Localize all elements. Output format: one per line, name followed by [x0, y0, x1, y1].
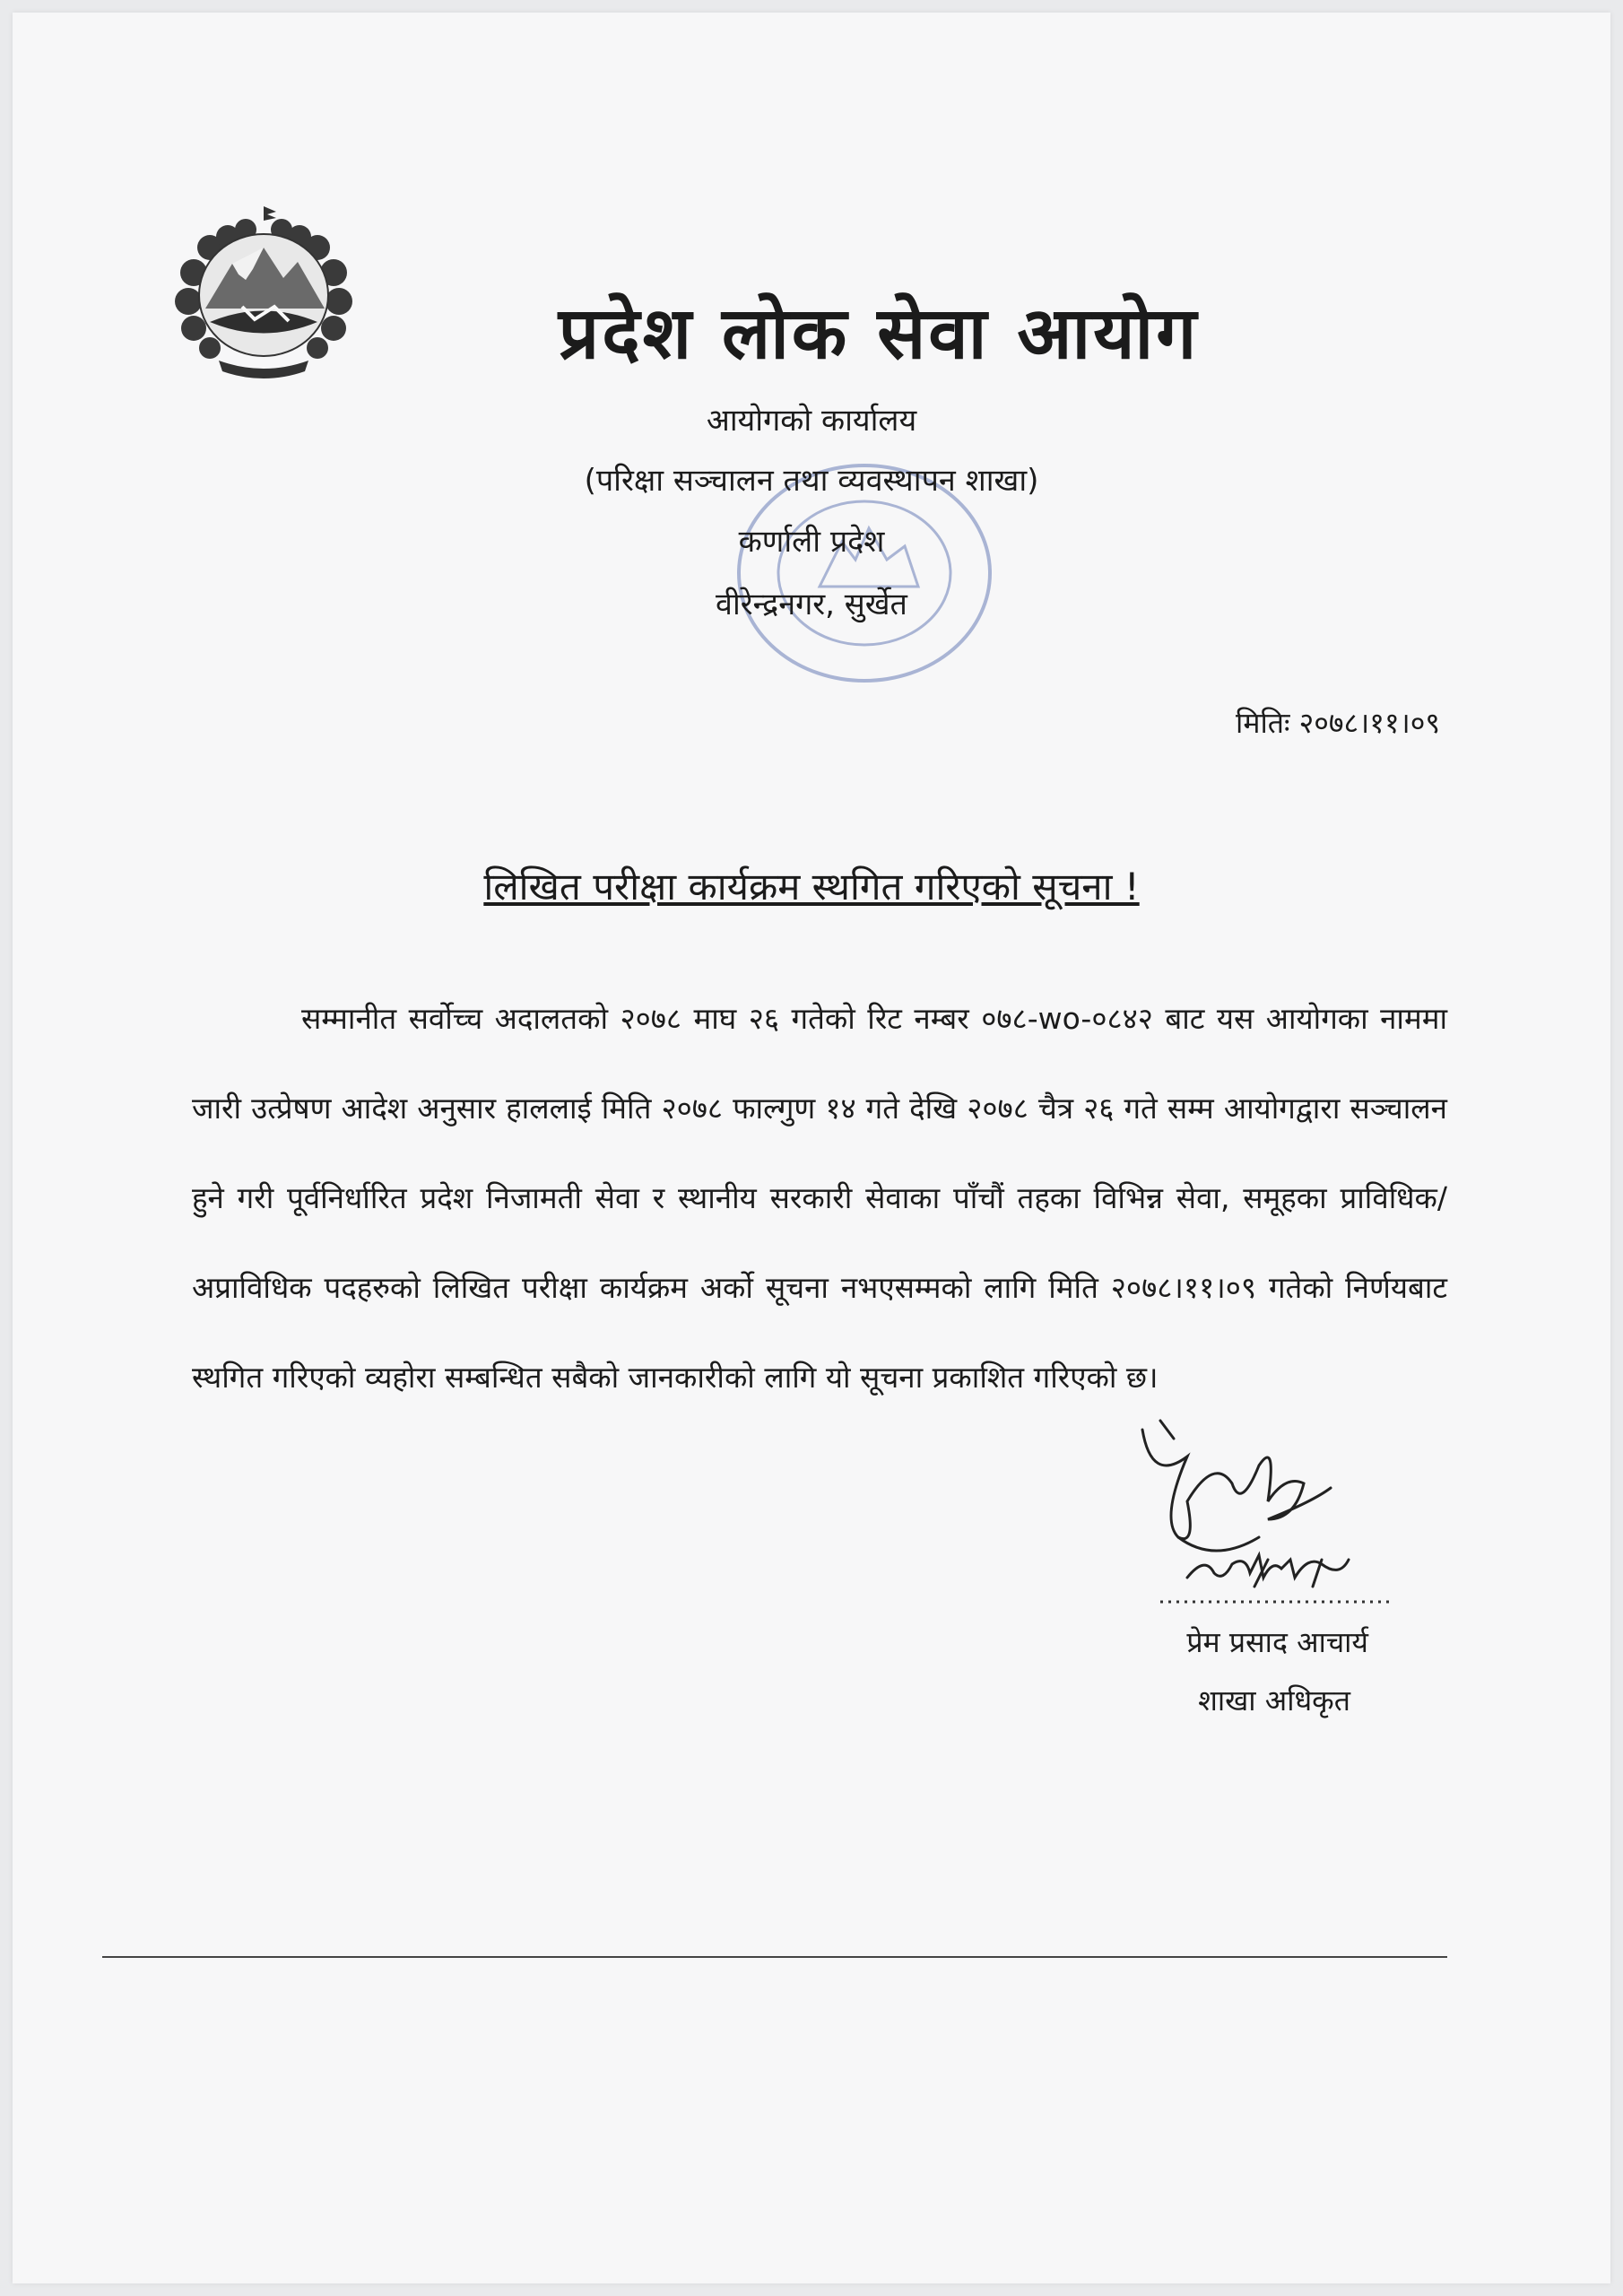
province-name: कर्णाली प्रदेश — [738, 524, 885, 560]
handwritten-signature-icon — [1124, 1403, 1447, 1618]
commission-title: प्रदेश लोक सेवा आयोग — [558, 291, 1200, 375]
notice-body: सम्मानीत सर्वोच्च अदालतको २०७८ माघ २६ गतेको रिट नम्बर ०७८-wo-०८४२ बाट यस आयोगका नाममा जारी उत्प्रेषण आदेश अनुसार हाललाई मिति २०७८ फाल्गुण १४ गते देखि २०७८ चैत्र २६ गते सम्म आयोगद्वारा सञ्चालन हुने गरी पूर्वनिर्धारित प्रदेश निजामती सेवा र स्थानीय सरकारी सेवाका पाँचौं तहका विभिन्न सेवा, समूहका प्राविधिक/अप्राविधिक पदहरुको लिखित परीक्षा कार्यक्रम अर्को सूचना नभएसम्मको लागि मिति २०७८।११।०९ गतेको निर्णयबाट स्थगित गरिएको व्यहोरा सम्बन्धित सबैको जानकारीको लागि यो सूचना प्रकाशित गरिएको छ। — [192, 1001, 1447, 1395]
signatory-designation: शाखा अधिकृत — [1198, 1683, 1350, 1718]
notice-page — [13, 13, 1610, 2283]
office-name: आयोगको कार्यालय — [706, 403, 917, 439]
office-address: वीरेन्द्रनगर, सुर्खेत — [716, 587, 907, 622]
branch-name: (परिक्षा सञ्चालन तथा व्यवस्थापन शाखा) — [584, 463, 1039, 499]
notice-date: मितिः २०७८।११।०९ — [1236, 706, 1440, 740]
footer-divider — [102, 1956, 1447, 1958]
signatory-name: प्रेम प्रसाद आचार्य — [1186, 1625, 1368, 1659]
notice-subject: लिखित परीक्षा कार्यक्रम स्थगित गरिएको सूचना ! — [483, 865, 1140, 909]
